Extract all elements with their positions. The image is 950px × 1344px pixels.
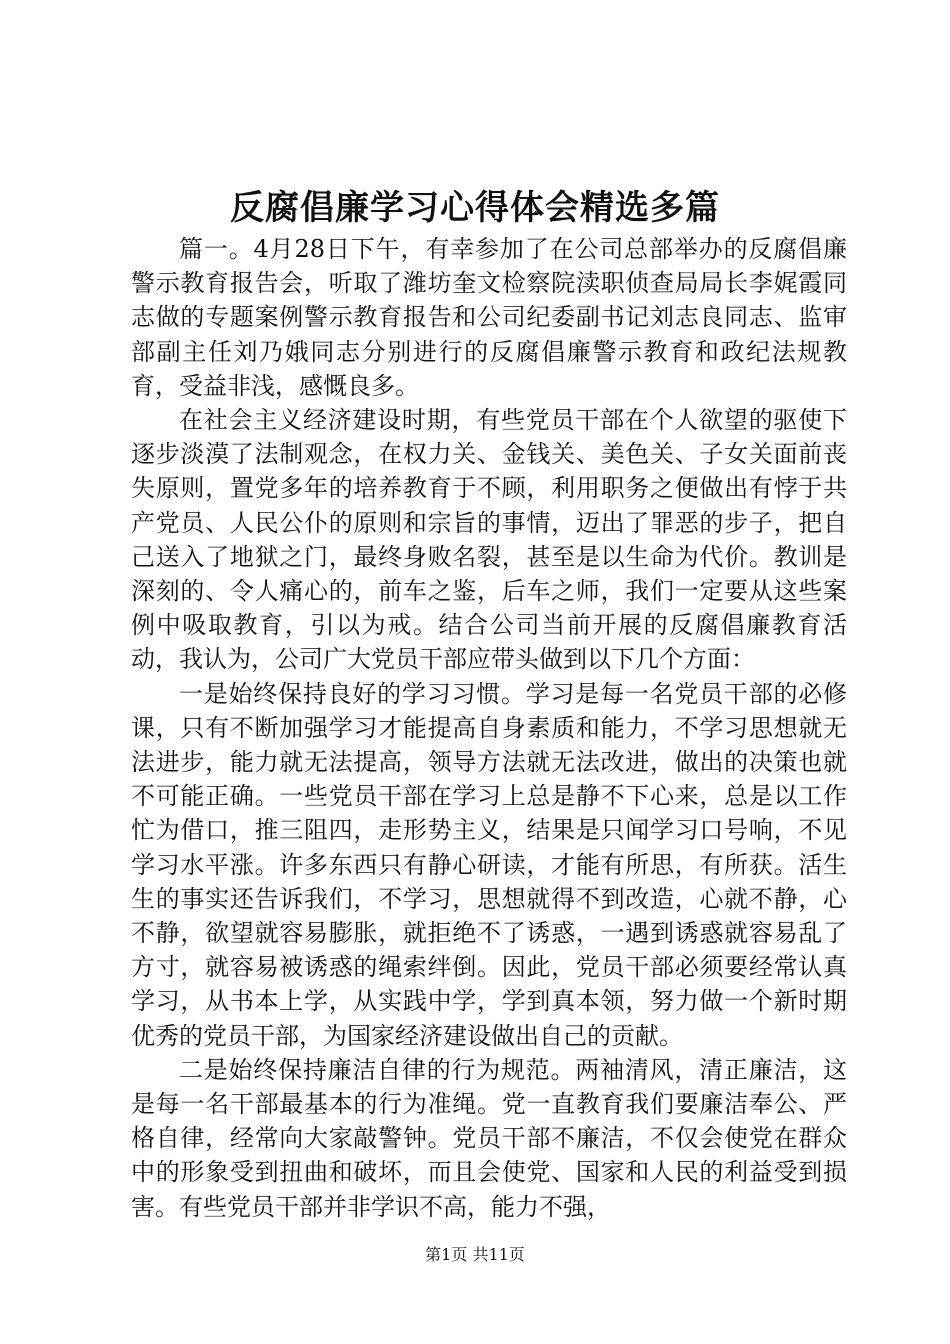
paragraph-3: 一是始终保持良好的学习习惯。学习是每一名党员干部的必修课，只有不断加强学习才能提高自身素质和能力，不学习思想就无法进步，能力就无法提高，领导方法就无法改进，做出的决策也就不可能正确。一些党员干部在学习上总是静不下心来，总是以工作忙为借口，推三阻四，走形势主义，结果是只闻学习口号响，不见学习水平涨。许多东西只有静心研读，才能有所思，有所获。活生生的事实还告诉我们，不学习，思想就得不到改造，心就不静，心不静，欲望就容易膨胀，就拒绝不了诱惑，一遇到诱惑就容易乱了方寸，就容易被诱惑的绳索绊倒。因此，党员干部必须要经常认真学习，从书本上学，从实践中学，学到真本领，努力做一个新时期优秀的党员干部，为国家经济建设做出自己的贡献。: [131, 679, 847, 1050]
paragraph-1: 篇一。4月28日下午，有幸参加了在公司总部举办的反腐倡廉警示教育报告会，听取了潍坊奎文检察院渎职侦查局局长李娓霞同志做的专题案例警示教育报告和公司纪委副书记刘志良同志、监审部副主任刘乃娥同志分别进行的反腐倡廉警示教育和政纪法规教育，受益非浅，感慨良多。: [131, 235, 847, 400]
page-footer: 第1页 共11页: [425, 1245, 525, 1264]
paragraph-2: 在社会主义经济建设时期，有些党员干部在个人欲望的驱使下逐步淡漠了法制观念，在权力关、金钱关、美色关、子女关面前丧失原则，置党多年的培养教育于不顾，利用职务之便做出有悖于共产党员、人民公仆的原则和宗旨的事情，迈出了罪恶的步子，把自己送入了地狱之门，最终身败名裂，甚至是以生命为代价。教训是深刻的、令人痛心的，前车之鉴，后车之师，我们一定要从这些案例中吸取教育，引以为戒。结合公司当前开展的反腐倡廉教育活动，我认为，公司广大党员干部应带头做到以下几个方面：: [131, 406, 847, 674]
paragraph-4: 二是始终保持廉洁自律的行为规范。两袖清风，清正廉洁，这是每一名干部最基本的行为准绳。党一直教育我们要廉洁奉公、严格自律，经常向大家敲警钟。党员干部不廉洁，不仅会使党在群众中的形象受到扭曲和破坏，而且会使党、国家和人民的利益受到损害。有些党员干部并非学识不高，能力不强，: [131, 1055, 847, 1221]
document-title: 反腐倡廉学习心得体会精选多篇: [230, 188, 720, 228]
document-body: [131, 232, 847, 1224]
